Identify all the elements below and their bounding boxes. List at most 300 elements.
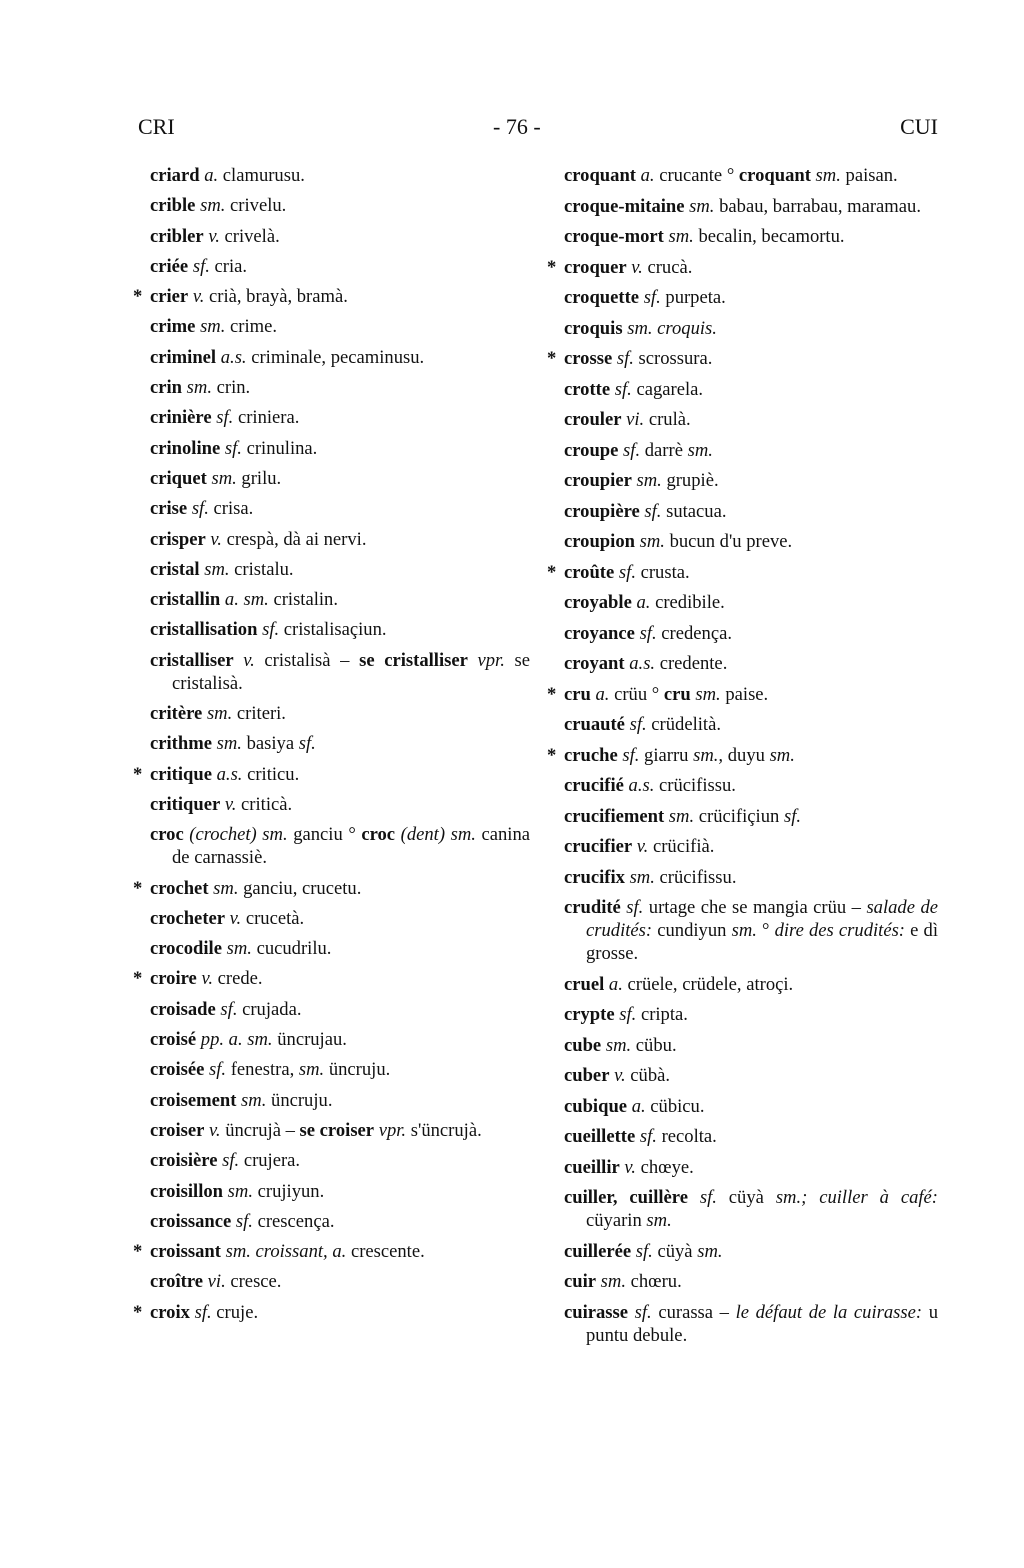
- headword: croquant: [564, 165, 636, 186]
- dictionary-entry: [150, 437, 530, 460]
- translation: basiya: [241, 733, 299, 755]
- translation: curassa –: [651, 1301, 736, 1323]
- grammar-label: sm.: [769, 744, 795, 766]
- headword: croupe: [564, 439, 619, 461]
- headword: crudité: [564, 897, 621, 918]
- translation: cagarela.: [631, 378, 704, 400]
- dictionary-entry: [150, 164, 530, 187]
- grammar-label: sm.: [690, 683, 721, 705]
- translation: crulà.: [644, 409, 691, 430]
- grammar-label: sm.: [687, 439, 713, 461]
- grammar-label: le défaut de la cuirasse:: [735, 1301, 923, 1323]
- headword: croquis: [564, 317, 623, 339]
- translation: cruje.: [211, 1301, 259, 1323]
- translation: ganciu °: [287, 824, 362, 846]
- dictionary-entry: [133, 285, 530, 308]
- translation: fenestra,: [226, 1059, 299, 1081]
- grammar-label: sf.: [618, 439, 641, 461]
- translation: crüdelità.: [646, 714, 721, 735]
- dictionary-entry: [564, 286, 938, 309]
- dictionary-entry: [547, 744, 938, 767]
- headword: cristal: [150, 558, 200, 580]
- dictionary-entry: [150, 618, 530, 641]
- grammar-label: sf.: [217, 1150, 240, 1172]
- translation: duyu: [723, 744, 770, 766]
- dictionary-entry: [150, 702, 530, 725]
- translation: üncruju.: [324, 1059, 391, 1081]
- grammar-label: sm. croissant, a.: [220, 1241, 347, 1263]
- grammar-label: sf.: [624, 714, 647, 735]
- grammar-label: sm.: [195, 195, 226, 217]
- translation: credença.: [656, 622, 732, 644]
- headword: crucifix: [564, 866, 625, 888]
- translation: credente.: [655, 653, 728, 674]
- headword: cru: [663, 683, 691, 705]
- grammar-label: vpr.: [467, 649, 505, 671]
- headword: cristallisation: [150, 619, 258, 641]
- headword: crise: [150, 498, 188, 520]
- headword: croque-mitaine: [564, 195, 685, 217]
- asterisk-marker: *: [133, 1241, 143, 1263]
- dictionary-entry: [150, 1210, 530, 1233]
- dictionary-entry: [150, 1149, 530, 1172]
- translation: criniera.: [233, 407, 300, 429]
- dictionary-entry: [150, 588, 530, 611]
- grammar-label: sf.: [614, 561, 636, 583]
- grammar-label: v.: [188, 286, 205, 308]
- grammar-label: sf.: [231, 1210, 253, 1232]
- translation: cresce.: [225, 1271, 282, 1293]
- dictionary-entry: [564, 530, 938, 553]
- grammar-label: vi.: [621, 409, 645, 430]
- asterisk-marker: *: [547, 348, 557, 369]
- headword: criquet: [150, 467, 207, 489]
- headword: croisée: [150, 1059, 205, 1081]
- headword: croque-mort: [564, 226, 664, 247]
- grammar-label: sm.: [646, 1210, 672, 1231]
- headword: cubique: [564, 1095, 628, 1117]
- dictionary-entry: [564, 896, 938, 965]
- grammar-label: salade de crudités:: [586, 897, 939, 941]
- dictionary-entry: [564, 1064, 938, 1087]
- dictionary-entry: [564, 1156, 938, 1179]
- dictionary-entry: [564, 1270, 938, 1293]
- headword: crypte: [564, 1004, 615, 1025]
- headword: croissance: [150, 1210, 232, 1232]
- translation: crisa.: [208, 498, 254, 520]
- headword: croisillon: [150, 1180, 224, 1202]
- headword: cueillir: [564, 1156, 620, 1178]
- dictionary-entry: [564, 1125, 938, 1148]
- translation: crescente.: [346, 1241, 425, 1263]
- dictionary-entry: [564, 164, 938, 187]
- translation: üncrujà –: [220, 1119, 300, 1141]
- headword: crocodile: [150, 938, 222, 960]
- grammar-label: a.s.: [216, 346, 247, 368]
- grammar-label: sf.: [635, 1126, 657, 1147]
- header-right-guideword: CUI: [900, 114, 938, 139]
- dictionary-entry: [564, 378, 938, 401]
- grammar-label: a.s.: [623, 775, 655, 796]
- translation: criticu.: [242, 763, 300, 785]
- translation: cristalin.: [268, 589, 339, 611]
- headword: croupion: [564, 531, 635, 552]
- translation: cristalisà –: [254, 649, 360, 671]
- translation: crede.: [212, 968, 263, 990]
- grammar-label: sm.: [208, 877, 239, 899]
- grammar-label: (dent) sm.: [395, 824, 476, 846]
- translation: crücifià.: [648, 836, 715, 857]
- dictionary-entry: [547, 561, 938, 584]
- translation: bucun d'u preve.: [664, 531, 793, 552]
- grammar-label: v.: [225, 907, 242, 929]
- grammar-label: sm.: [810, 165, 841, 186]
- dictionary-entry: [150, 823, 530, 869]
- headword: crisper: [150, 528, 206, 550]
- translation: grupiè.: [661, 470, 719, 491]
- dictionary-entry: [564, 1003, 938, 1026]
- translation: cüyarin: [586, 1210, 647, 1231]
- translation: credibile.: [650, 592, 725, 613]
- headword: crouler: [564, 409, 622, 430]
- headword: crucifiement: [564, 805, 665, 827]
- grammar-label: v.: [220, 793, 237, 815]
- grammar-label: a.: [604, 973, 623, 995]
- grammar-label: v.: [205, 528, 222, 550]
- dictionary-entry: [150, 1180, 530, 1203]
- headword: crinière: [150, 407, 212, 429]
- headword: croquette: [564, 287, 640, 308]
- translation: criticà.: [236, 793, 293, 815]
- grammar-label: sm. croquis.: [622, 317, 717, 339]
- translation: crusta.: [635, 561, 690, 583]
- translation: cucudrilu.: [251, 938, 332, 960]
- dictionary-entry: [150, 1028, 530, 1051]
- dictionary-entry: [150, 793, 530, 816]
- grammar-label: sf.: [783, 805, 802, 827]
- translation: cübu.: [631, 1034, 677, 1056]
- dictionary-entry: [150, 406, 530, 429]
- headword: se croiser: [299, 1119, 375, 1141]
- grammar-label: sm.: [221, 938, 252, 960]
- grammar-label: a.s.: [624, 653, 656, 674]
- translation: babau, barrabau, maramau.: [714, 195, 921, 217]
- translation: e dì grosse.: [586, 920, 938, 964]
- asterisk-marker: *: [133, 968, 143, 990]
- translation: crujiyun.: [252, 1180, 325, 1202]
- dictionary-entry: [564, 973, 938, 996]
- translation: paise.: [720, 683, 769, 705]
- grammar-label: sf.: [211, 407, 234, 429]
- dictionary-entry: [564, 225, 938, 248]
- grammar-label: sf.: [628, 1301, 652, 1323]
- translation: crujada.: [237, 998, 302, 1020]
- dictionary-entry: [564, 469, 938, 492]
- grammar-label: sm.: [195, 316, 226, 338]
- headword: croisière: [150, 1150, 218, 1172]
- headword: croc: [361, 824, 396, 846]
- translation: crucà.: [642, 256, 693, 278]
- headword: cuirasse: [564, 1301, 629, 1323]
- grammar-label: sm.: [211, 733, 242, 755]
- grammar-label: vi.: [203, 1271, 226, 1293]
- translation: crià, brayà, bramà.: [204, 286, 348, 308]
- grammar-label: a.: [627, 1095, 646, 1117]
- translation: darrè: [640, 439, 688, 461]
- asterisk-marker: *: [547, 683, 557, 705]
- grammar-label: sm.: [236, 1089, 267, 1111]
- headword: crosse: [564, 348, 613, 369]
- grammar-label: sf.: [204, 1059, 227, 1081]
- translation: crücifiçiun: [694, 805, 784, 827]
- headword: croisade: [150, 998, 216, 1020]
- asterisk-marker: *: [133, 763, 143, 785]
- translation: cristalu.: [229, 558, 294, 580]
- grammar-label: sm.: [206, 467, 237, 489]
- dictionary-entry: [564, 866, 938, 889]
- translation: °: [756, 920, 775, 941]
- dictionary-entry: [133, 877, 530, 900]
- translation: crescença.: [252, 1210, 335, 1232]
- grammar-label: sm.: [298, 1059, 325, 1081]
- headword: crocheter: [150, 907, 226, 929]
- headword: crin: [150, 377, 183, 399]
- translation: cristalisaçiun.: [279, 619, 387, 641]
- running-header: [138, 114, 938, 154]
- dictionary-entry: [150, 497, 530, 520]
- grammar-label: sm.: [697, 1240, 723, 1262]
- grammar-label: sf.: [687, 1187, 717, 1208]
- grammar-label: sm.,: [693, 744, 724, 766]
- translation: cüyà: [716, 1187, 776, 1208]
- grammar-label: sf.: [187, 498, 209, 520]
- grammar-label: sm.: [663, 226, 694, 247]
- dictionary-entry: [150, 346, 530, 369]
- headword: cueillette: [564, 1126, 636, 1147]
- grammar-label: sm.: [664, 805, 695, 827]
- translation: crespà, dà ai nervi.: [221, 528, 367, 550]
- grammar-label: sf.: [610, 378, 632, 400]
- dictionary-entry: [150, 1058, 530, 1081]
- asterisk-marker: *: [547, 561, 557, 583]
- headword: cruauté: [564, 714, 625, 735]
- headword: croyance: [564, 622, 635, 644]
- dictionary-entry: [564, 317, 938, 340]
- headword: criard: [150, 165, 200, 186]
- grammar-label: a.: [631, 592, 651, 613]
- headword: critiquer: [150, 793, 221, 815]
- dictionary-entry: [564, 622, 938, 645]
- dictionary-entry: [564, 439, 938, 462]
- grammar-label: sm.: [202, 703, 233, 725]
- headword: criée: [150, 255, 189, 277]
- grammar-label: v.: [626, 256, 643, 278]
- asterisk-marker: *: [547, 744, 557, 766]
- headword: cuir: [564, 1271, 597, 1292]
- dictionary-entry: [150, 907, 530, 930]
- dictionary-entry: [564, 1186, 938, 1232]
- dictionary-entry: [150, 732, 530, 755]
- grammar-label: sm.: [182, 377, 212, 399]
- translation: cripta.: [636, 1004, 688, 1025]
- dictionary-entry: [564, 774, 938, 797]
- headword: crochet: [150, 877, 209, 899]
- headword: croître: [150, 1271, 203, 1293]
- headword: criminel: [150, 346, 217, 368]
- dictionary-entry: [150, 528, 530, 551]
- translation: criminale, pecaminusu.: [246, 346, 425, 368]
- grammar-label: v.: [203, 225, 220, 247]
- headword: crucifier: [564, 836, 633, 857]
- headword: crotte: [564, 378, 611, 400]
- headword: critique: [150, 763, 212, 785]
- grammar-label: sm.; cuiller à café:: [775, 1187, 938, 1208]
- grammar-label: a. sm.: [220, 589, 269, 611]
- dictionary-entry: [150, 194, 530, 217]
- dictionary-entry: [564, 500, 938, 523]
- grammar-label: sm.: [601, 1034, 632, 1056]
- translation: clamurusu.: [218, 165, 305, 186]
- headword: croûte: [564, 561, 615, 583]
- translation: se cristalisà.: [172, 649, 530, 694]
- dictionary-entry: [133, 1301, 530, 1324]
- dictionary-entry: [133, 1240, 530, 1263]
- dictionary-entry: [564, 591, 938, 614]
- headword: crier: [150, 286, 189, 308]
- grammar-label: sm.: [223, 1180, 253, 1202]
- grammar-label: v.: [609, 1065, 626, 1086]
- translation: crujera.: [239, 1150, 301, 1172]
- headword: croupier: [564, 470, 632, 491]
- headword: croquant: [738, 165, 811, 186]
- translation: canina de carnassiè.: [172, 824, 530, 869]
- grammar-label: sf.: [612, 348, 634, 369]
- headword: crucifié: [564, 775, 624, 796]
- dictionary-entry: [150, 998, 530, 1021]
- grammar-label: sf.: [639, 287, 661, 308]
- dictionary-entry: [150, 255, 530, 278]
- headword: cuber: [564, 1065, 610, 1086]
- translation: ganciu, crucetu.: [238, 877, 362, 899]
- translation: urtage che se mangia crüu –: [643, 897, 867, 918]
- grammar-label: sm.: [624, 866, 655, 888]
- grammar-label: sm.: [596, 1271, 626, 1292]
- dictionary-entry: [564, 1240, 938, 1263]
- dictionary-entry: [133, 763, 530, 786]
- translation: crucetà.: [241, 907, 305, 929]
- translation: chœye.: [635, 1156, 694, 1178]
- headword: croiser: [150, 1119, 205, 1141]
- translation: u puntu debule.: [586, 1301, 939, 1346]
- dictionary-entry: [150, 558, 530, 581]
- grammar-label: sm.: [731, 920, 757, 941]
- dictionary-entry: [150, 467, 530, 490]
- grammar-label: sf.: [639, 500, 662, 522]
- headword: croire: [150, 968, 197, 990]
- translation: purpeta.: [660, 287, 726, 308]
- dictionary-entry: [150, 937, 530, 960]
- translation: crücifissu.: [654, 775, 736, 796]
- right-column: [547, 164, 939, 1354]
- grammar-label: v.: [233, 649, 255, 671]
- headword: croisé: [150, 1029, 197, 1051]
- translation: s'üncrujà.: [406, 1119, 482, 1141]
- dictionary-entry: [564, 652, 938, 675]
- dictionary-entry: [564, 1034, 938, 1057]
- translation: paisan.: [840, 165, 898, 186]
- dictionary-entry: [547, 683, 938, 706]
- dictionary-entry: [150, 649, 530, 695]
- translation: scrossura.: [633, 348, 713, 369]
- page-number: - 76 -: [493, 114, 541, 139]
- translation: cübà.: [625, 1065, 671, 1086]
- grammar-label: dire des crudités:: [774, 920, 906, 941]
- translation: giarru: [639, 744, 694, 766]
- translation: becalin, becamortu.: [693, 226, 845, 247]
- grammar-label: v.: [619, 1156, 636, 1178]
- headword: cube: [564, 1034, 602, 1056]
- headword: cuiller, cuillère: [564, 1187, 688, 1208]
- translation: criteri.: [232, 703, 286, 725]
- grammar-label: sf.: [220, 437, 242, 459]
- translation: crivelà.: [219, 225, 280, 247]
- translation: crivelu.: [225, 195, 287, 217]
- translation: crüu °: [609, 683, 664, 705]
- translation: crime.: [225, 316, 278, 338]
- grammar-label: sf.: [617, 744, 640, 766]
- grammar-label: sf.: [614, 1004, 637, 1025]
- grammar-label: a.: [199, 165, 219, 186]
- translation: chœru.: [625, 1271, 682, 1292]
- headword: crinoline: [150, 437, 221, 459]
- headword: croix: [150, 1301, 190, 1323]
- headword: cristalliser: [150, 649, 234, 671]
- dictionary-entry: [564, 1301, 938, 1347]
- grammar-label: vpr.: [374, 1119, 407, 1141]
- headword: croisement: [150, 1089, 237, 1111]
- translation: crucante °: [654, 165, 739, 186]
- translation: crücifissu.: [654, 866, 737, 888]
- translation: recolta.: [656, 1126, 717, 1147]
- grammar-label: a.: [590, 683, 610, 705]
- grammar-label: sm.: [634, 531, 665, 552]
- left-column: [133, 164, 530, 1331]
- translation: cria.: [209, 255, 248, 277]
- headword: cristallin: [150, 589, 221, 611]
- asterisk-marker: *: [547, 256, 557, 278]
- headword: cru: [564, 683, 591, 705]
- headword: crithme: [150, 733, 212, 755]
- asterisk-marker: *: [133, 286, 143, 308]
- grammar-label: sf.: [189, 1301, 212, 1323]
- grammar-label: a.: [635, 165, 655, 186]
- asterisk-marker: *: [133, 1301, 143, 1323]
- dictionary-entry: [564, 805, 938, 828]
- grammar-label: sm.: [684, 195, 715, 217]
- dictionary-entry: [564, 1095, 938, 1118]
- dictionary-entry: [547, 347, 938, 370]
- translation: cundiyun: [652, 920, 732, 941]
- headword: crime: [150, 316, 196, 338]
- dictionary-entry: [150, 1119, 530, 1142]
- translation: grilu.: [236, 467, 282, 489]
- grammar-label: sm.: [199, 558, 230, 580]
- translation: cübicu.: [645, 1095, 705, 1117]
- headword: cribler: [150, 225, 204, 247]
- translation: sutacua.: [661, 500, 727, 522]
- grammar-label: sm.: [631, 470, 662, 491]
- dictionary-entry: [133, 967, 530, 990]
